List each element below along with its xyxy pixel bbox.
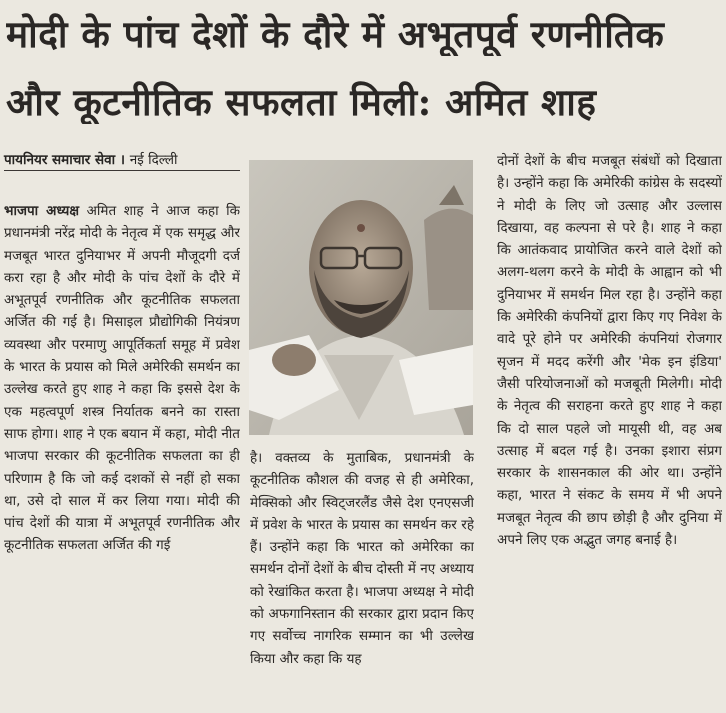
- article-column-1: [4, 200, 240, 706]
- news-photo: [249, 160, 473, 435]
- article-column-3: दोनों देशों के बीच मजबूत संबंधों को दिखाता है। उन्होंने कहा कि अमेरिकी कांग्रेस के सदस्यों ने मोदी के लिए जो उत्साह और उल्लास दिखाया, वह कल्पना से परे है। शाह ने कहा कि आतंकवाद प्रायोजित करने वाले देशों को अलग-थलग करने के मोदी के आह्वान को भी दुनियाभर में समर्थन मिल रहा है। उन्होंने कहा कि अमेरिकी कंपनियों द्वारा किए गए निवेश के वादे पूरे होने पर अमेरिकी कंपनियां रोजगार सृजन में मदद करेंगी और 'मेक इन इंडिया' जैसी परियोजनाओं को मजबूती मिलेगी। मोदी के नेतृत्व की सराहना करते हुए शाह ने कहा कि दो साल पहले जो मायूसी थी, वह अब उत्साह में बदल गई है। उनका इशारा संप्रग सरकार के शासनकाल की ओर था। उन्होंने कहा, भारत ने संकट के समय में भी अपने मजबूत नेतृत्व की छाप छोड़ी है और दुनिया में अपने लिए एक अद्भुत जगह बनाई है।: [497, 153, 722, 549]
- byline-agency: पायनियर समाचार सेवा: [4, 152, 116, 168]
- article-lead: भाजपा अध्यक्ष: [4, 203, 80, 219]
- article-column-1-text: अमित शाह ने आज कहा कि प्रधानमंत्री नरेंद्र मोदी के नेतृत्व में एक समृद्ध और मजबूत भारत दुनियाभर में अपनी मौजूदगी दर्ज करा रहा है और मोदी के पांच देशों के दौरे में अभूतपूर्व रणनीतिक और कूटनीतिक सफलता अर्जित की गई है। मिसाइल प्रौद्योगिकी नियंत्रण व्यवस्था और परमाणु आपूर्तिकर्ता समूह में प्रवेश के भारत के प्रयास को मिले अमेरिकी समर्थन का उल्लेख करते हुए शाह ने कहा कि इससे देश के एक महत्वपूर्ण शस्त्र निर्यातक बनने का रास्ता साफ होगा। शाह ने एक बयान में कहा, मोदी नीत भाजपा सरकार की कूटनीतिक सफलता का ही परिणाम है कि जो कई दशकों से नहीं हो सका था, उसे दो साल में कर लिया गया। मोदी की पांच देशों की यात्रा में अभूतपूर्व रणनीतिक और कूटनीतिक सफलता अर्जित की गई: [4, 203, 240, 554]
- headline-line-1: मोदी के पांच देशों के दौरे में अभूतपूर्व रणनीतिक: [6, 12, 665, 56]
- byline-place: नई दिल्ली: [129, 152, 178, 168]
- byline-separator: ।: [115, 152, 130, 168]
- headline-line-2: और कूटनीतिक सफलता मिली: अमित शाह: [6, 80, 597, 124]
- byline: [4, 150, 240, 171]
- article-column-2: है। वक्तव्य के मुताबिक, प्रधानमंत्री के कूटनीतिक कौशल की वजह से ही अमेरिका, मेक्सिको और स्विट्जरलैंड जैसे देश एनएसजी में प्रवेश के भारत के प्रयास का समर्थन कर रहे हैं। उन्होंने कहा कि भारत को अमेरिका का समर्थन दोनों देशों के बीच दोस्ती में नए अध्याय को रेखांकित करता है। भाजपा अध्यक्ष ने मोदी को अफगानिस्तान की सरकार द्वारा प्रदान किए गए सर्वोच्च नागरिक सम्मान का भी उल्लेख किया और कहा कि यह: [250, 450, 474, 667]
- portrait-image: [249, 160, 473, 435]
